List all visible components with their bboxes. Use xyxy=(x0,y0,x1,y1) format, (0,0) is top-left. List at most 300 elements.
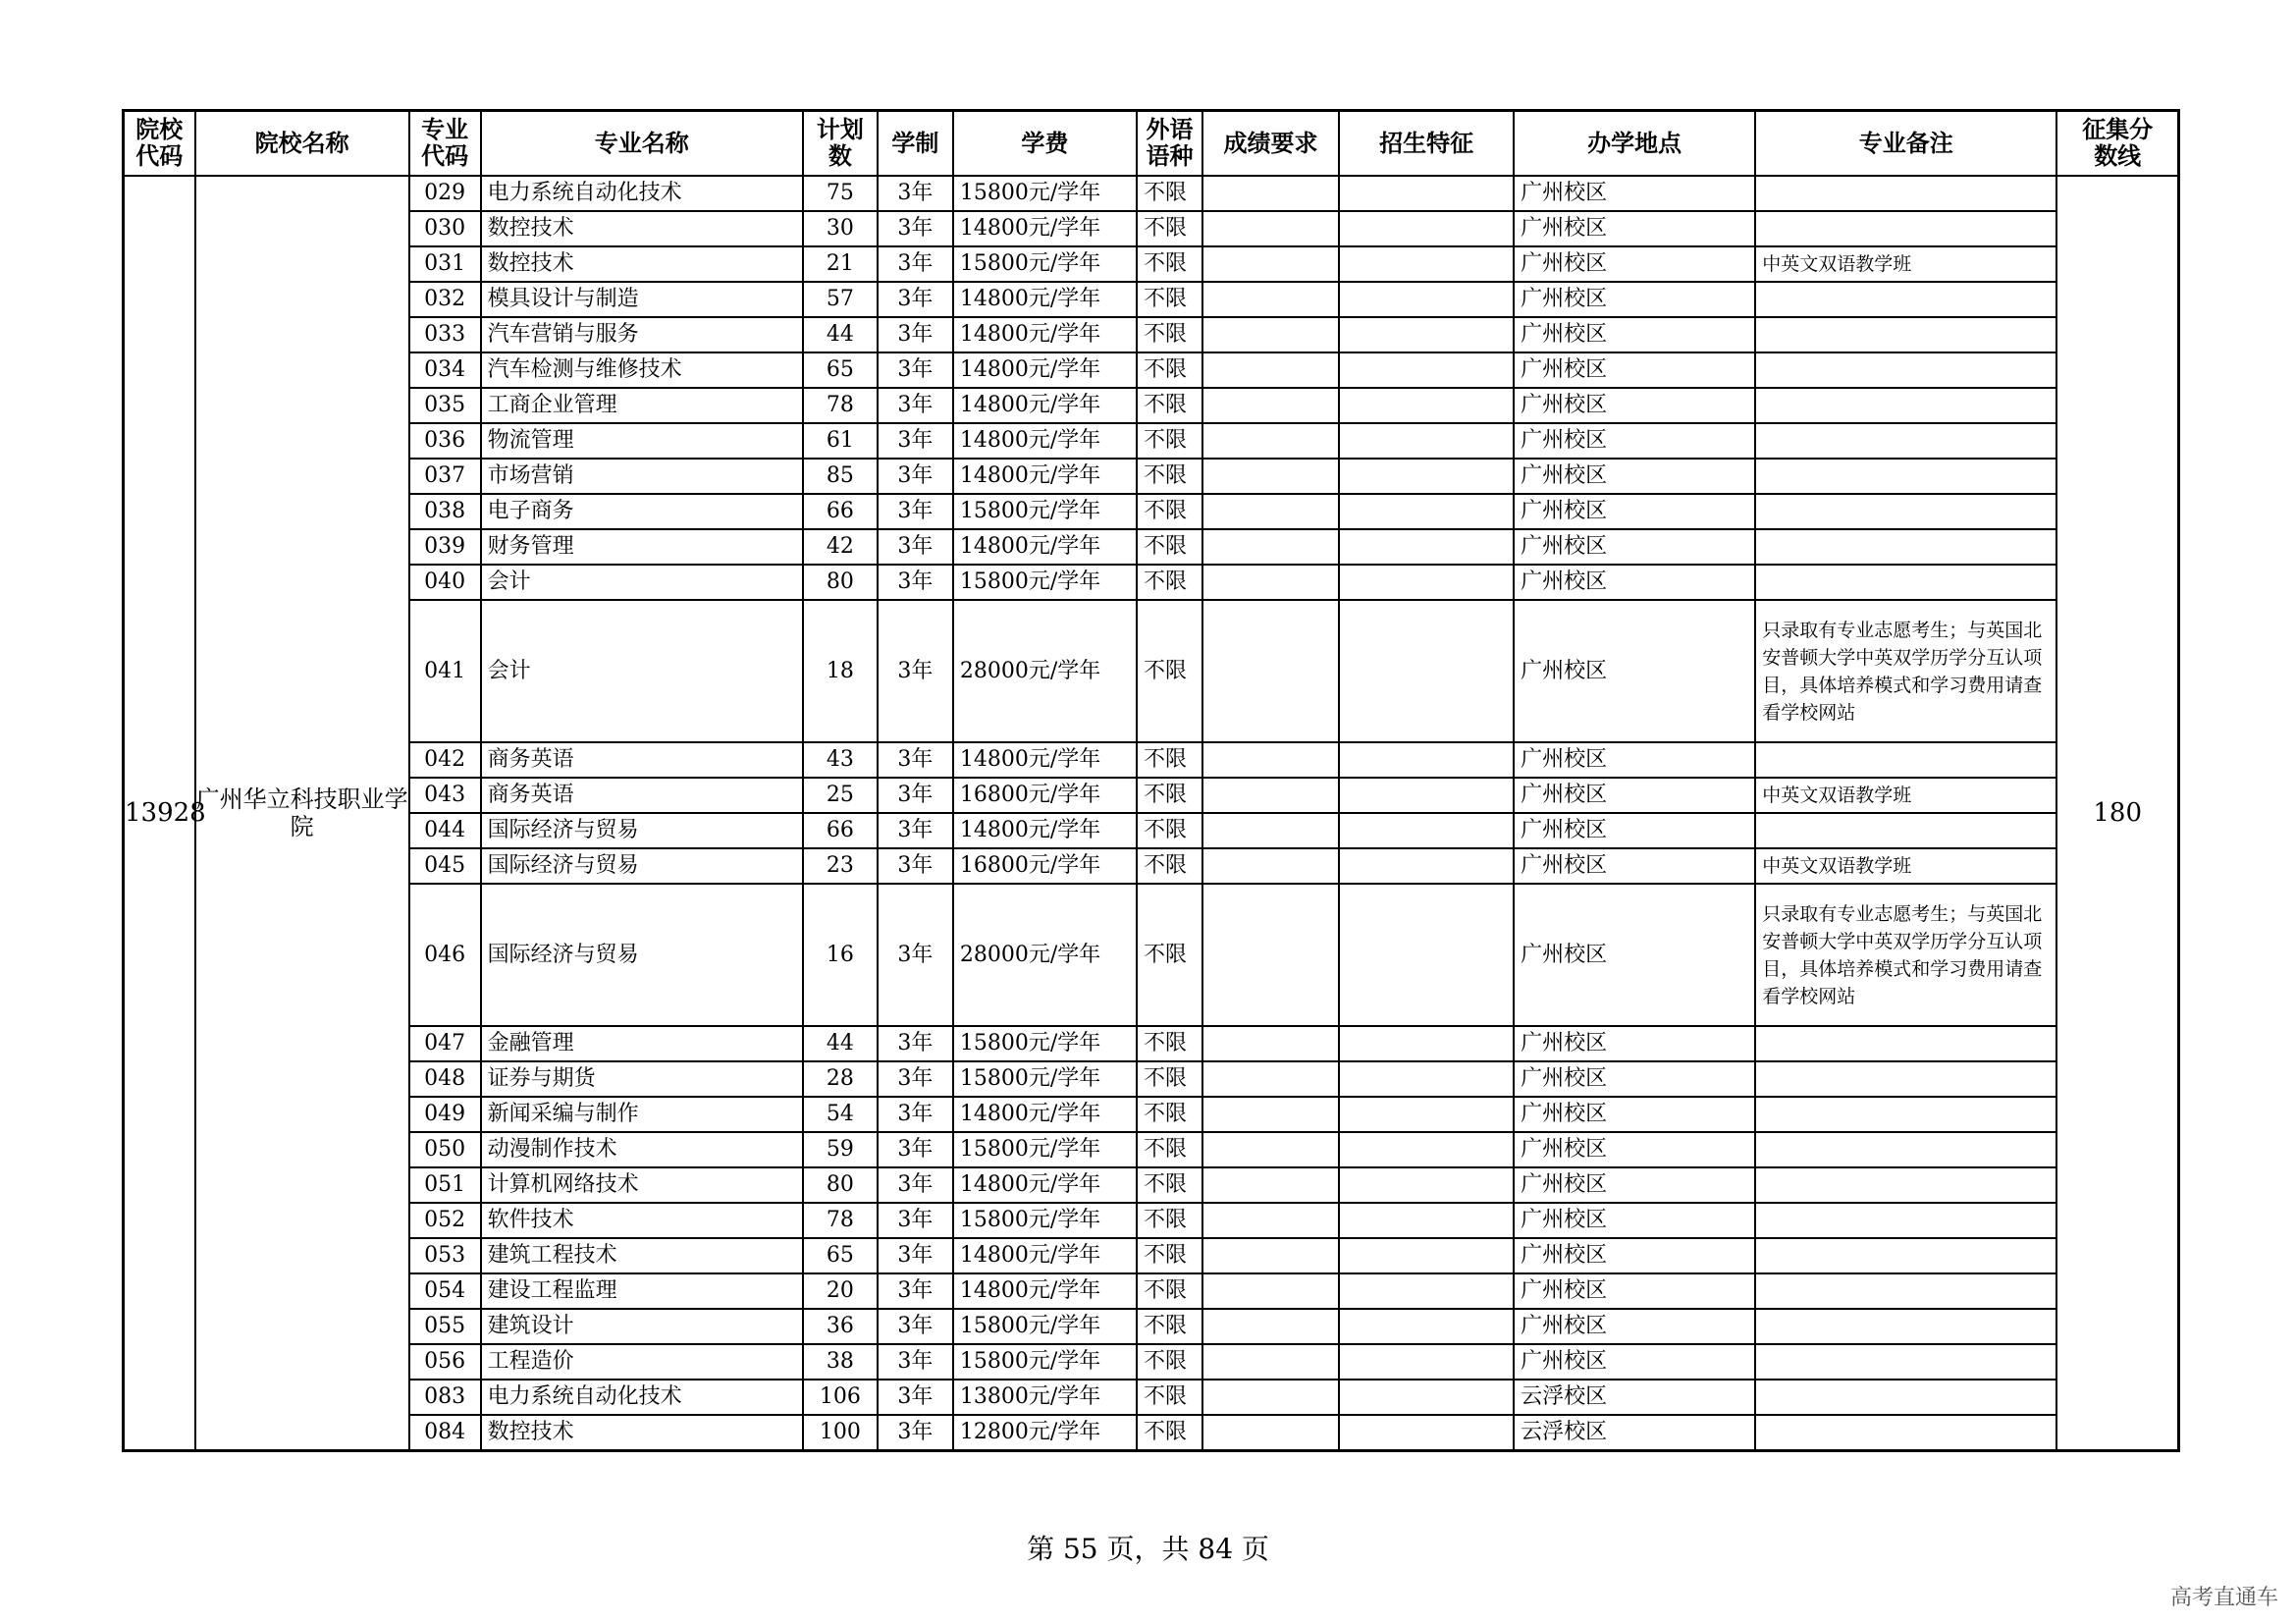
cell-tuition: 15800元/学年 xyxy=(953,1026,1137,1061)
cell-grade-req xyxy=(1202,1097,1339,1132)
cell-duration: 3年 xyxy=(878,1132,953,1167)
cell-remarks xyxy=(1755,1132,2056,1167)
cell-features xyxy=(1339,1097,1514,1132)
cell-remarks xyxy=(1755,1097,2056,1132)
cell-grade-req xyxy=(1202,176,1339,211)
cell-location: 广州校区 xyxy=(1514,1026,1755,1061)
cell-major-name: 会计 xyxy=(481,565,803,600)
cell-features xyxy=(1339,1415,1514,1451)
cell-major-name: 新闻采编与制作 xyxy=(481,1097,803,1132)
cell-duration: 3年 xyxy=(878,317,953,352)
cell-major-code: 029 xyxy=(409,176,481,211)
table-row xyxy=(124,423,2179,459)
cell-major-name: 市场营销 xyxy=(481,459,803,494)
cell-language: 不限 xyxy=(1137,742,1202,778)
table-row xyxy=(124,388,2179,423)
cell-grade-req xyxy=(1202,1132,1339,1167)
cell-major-name: 物流管理 xyxy=(481,423,803,459)
cell-remarks xyxy=(1755,1061,2056,1097)
cell-tuition: 15800元/学年 xyxy=(953,494,1137,529)
table-row xyxy=(124,600,2179,742)
cell-major-code: 054 xyxy=(409,1273,481,1309)
table-row xyxy=(124,1167,2179,1203)
cell-location: 广州校区 xyxy=(1514,388,1755,423)
cell-tuition: 14800元/学年 xyxy=(953,459,1137,494)
cell-duration: 3年 xyxy=(878,742,953,778)
cell-major-code: 044 xyxy=(409,813,481,848)
table-row xyxy=(124,1203,2179,1238)
cell-location: 广州校区 xyxy=(1514,1238,1755,1273)
cell-duration: 3年 xyxy=(878,352,953,388)
cell-features xyxy=(1339,1273,1514,1309)
table-row xyxy=(124,778,2179,813)
table-row xyxy=(124,565,2179,600)
header-duration: 学制 xyxy=(878,111,953,177)
cell-duration: 3年 xyxy=(878,1097,953,1132)
cell-features xyxy=(1339,529,1514,565)
table-row xyxy=(124,813,2179,848)
school-code: 13928 xyxy=(124,176,195,1451)
cell-tuition: 13800元/学年 xyxy=(953,1380,1137,1415)
cell-language: 不限 xyxy=(1137,884,1202,1026)
table-row xyxy=(124,494,2179,529)
cell-major-name: 数控技术 xyxy=(481,211,803,246)
header-location: 办学地点 xyxy=(1514,111,1755,177)
cell-grade-req xyxy=(1202,352,1339,388)
header-row xyxy=(124,111,2179,177)
cell-location: 广州校区 xyxy=(1514,352,1755,388)
cell-language: 不限 xyxy=(1137,423,1202,459)
cell-location: 广州校区 xyxy=(1514,211,1755,246)
cell-tuition: 14800元/学年 xyxy=(953,423,1137,459)
cell-major-name: 软件技术 xyxy=(481,1203,803,1238)
cell-duration: 3年 xyxy=(878,1203,953,1238)
cell-duration: 3年 xyxy=(878,529,953,565)
cell-features xyxy=(1339,1344,1514,1380)
table-row xyxy=(124,529,2179,565)
cell-features xyxy=(1339,1167,1514,1203)
cell-location: 广州校区 xyxy=(1514,246,1755,282)
cell-remarks: 中英文双语教学班 xyxy=(1755,778,2056,813)
cell-language: 不限 xyxy=(1137,1344,1202,1380)
cell-remarks: 只录取有专业志愿考生；与英国北安普顿大学中英双学历学分互认项目，具体培养模式和学习费用请查看学校网站 xyxy=(1755,600,2056,742)
cell-major-name: 建设工程监理 xyxy=(481,1273,803,1309)
cell-tuition: 15800元/学年 xyxy=(953,1309,1137,1344)
table-row xyxy=(124,317,2179,352)
header-plan: 计划数 xyxy=(803,111,878,177)
cell-grade-req xyxy=(1202,459,1339,494)
school-name: 广州华立科技职业学院 xyxy=(195,176,409,1451)
cell-major-name: 电力系统自动化技术 xyxy=(481,1380,803,1415)
cell-location: 广州校区 xyxy=(1514,742,1755,778)
cell-language: 不限 xyxy=(1137,565,1202,600)
cell-plan: 43 xyxy=(803,742,878,778)
cell-duration: 3年 xyxy=(878,813,953,848)
admissions-table xyxy=(122,109,2180,1452)
cell-remarks xyxy=(1755,388,2056,423)
cell-plan: 85 xyxy=(803,459,878,494)
cell-major-name: 金融管理 xyxy=(481,1026,803,1061)
cell-grade-req xyxy=(1202,529,1339,565)
cell-location: 广州校区 xyxy=(1514,529,1755,565)
cell-features xyxy=(1339,317,1514,352)
cell-tuition: 14800元/学年 xyxy=(953,1167,1137,1203)
header-features: 招生特征 xyxy=(1339,111,1514,177)
cell-duration: 3年 xyxy=(878,211,953,246)
cell-remarks xyxy=(1755,494,2056,529)
cell-remarks xyxy=(1755,1238,2056,1273)
cell-features xyxy=(1339,848,1514,884)
cell-tuition: 14800元/学年 xyxy=(953,211,1137,246)
cell-features xyxy=(1339,742,1514,778)
cell-major-code: 040 xyxy=(409,565,481,600)
cell-duration: 3年 xyxy=(878,1061,953,1097)
table-row xyxy=(124,246,2179,282)
cell-language: 不限 xyxy=(1137,1415,1202,1451)
cell-major-code: 042 xyxy=(409,742,481,778)
cell-language: 不限 xyxy=(1137,1203,1202,1238)
table-body xyxy=(124,176,2179,1451)
cell-location: 广州校区 xyxy=(1514,1061,1755,1097)
cell-duration: 3年 xyxy=(878,1309,953,1344)
cell-plan: 16 xyxy=(803,884,878,1026)
cell-grade-req xyxy=(1202,1309,1339,1344)
cell-major-name: 建筑工程技术 xyxy=(481,1238,803,1273)
cell-features xyxy=(1339,176,1514,211)
cell-features xyxy=(1339,1203,1514,1238)
cell-tuition: 14800元/学年 xyxy=(953,1273,1137,1309)
cell-tuition: 14800元/学年 xyxy=(953,352,1137,388)
cell-major-name: 电子商务 xyxy=(481,494,803,529)
cell-duration: 3年 xyxy=(878,1238,953,1273)
cell-tuition: 15800元/学年 xyxy=(953,1061,1137,1097)
table-row xyxy=(124,1238,2179,1273)
cell-features xyxy=(1339,1061,1514,1097)
cell-major-name: 工商企业管理 xyxy=(481,388,803,423)
cell-major-code: 039 xyxy=(409,529,481,565)
header-school-name: 院校名称 xyxy=(195,111,409,177)
cell-remarks xyxy=(1755,1415,2056,1451)
cell-location: 广州校区 xyxy=(1514,1097,1755,1132)
cell-features xyxy=(1339,1026,1514,1061)
cell-major-name: 动漫制作技术 xyxy=(481,1132,803,1167)
cell-tuition: 14800元/学年 xyxy=(953,742,1137,778)
cell-plan: 30 xyxy=(803,211,878,246)
cell-tuition: 15800元/学年 xyxy=(953,246,1137,282)
cell-remarks xyxy=(1755,1273,2056,1309)
cell-plan: 20 xyxy=(803,1273,878,1309)
cell-location: 广州校区 xyxy=(1514,282,1755,317)
cell-major-code: 053 xyxy=(409,1238,481,1273)
cell-features xyxy=(1339,282,1514,317)
cell-grade-req xyxy=(1202,423,1339,459)
cell-major-code: 050 xyxy=(409,1132,481,1167)
cell-features xyxy=(1339,423,1514,459)
cell-location: 广州校区 xyxy=(1514,494,1755,529)
cell-tuition: 16800元/学年 xyxy=(953,778,1137,813)
cell-features xyxy=(1339,1309,1514,1344)
table-row xyxy=(124,848,2179,884)
cell-plan: 106 xyxy=(803,1380,878,1415)
cell-major-code: 047 xyxy=(409,1026,481,1061)
cell-tuition: 15800元/学年 xyxy=(953,1344,1137,1380)
cell-language: 不限 xyxy=(1137,778,1202,813)
cell-tuition: 14800元/学年 xyxy=(953,1097,1137,1132)
header-major-name: 专业名称 xyxy=(481,111,803,177)
cell-language: 不限 xyxy=(1137,317,1202,352)
cell-grade-req xyxy=(1202,1026,1339,1061)
cell-features xyxy=(1339,1380,1514,1415)
cell-features xyxy=(1339,600,1514,742)
cell-remarks xyxy=(1755,459,2056,494)
cell-major-code: 056 xyxy=(409,1344,481,1380)
cell-duration: 3年 xyxy=(878,848,953,884)
cell-features xyxy=(1339,246,1514,282)
cell-features xyxy=(1339,494,1514,529)
cell-plan: 66 xyxy=(803,494,878,529)
cell-major-code: 038 xyxy=(409,494,481,529)
cell-major-code: 030 xyxy=(409,211,481,246)
table-row xyxy=(124,884,2179,1026)
cell-plan: 54 xyxy=(803,1097,878,1132)
table-row xyxy=(124,211,2179,246)
table-row xyxy=(124,1061,2179,1097)
cell-tuition: 15800元/学年 xyxy=(953,1203,1137,1238)
header-language: 外语语种 xyxy=(1137,111,1202,177)
cell-plan: 78 xyxy=(803,388,878,423)
cell-tuition: 14800元/学年 xyxy=(953,1238,1137,1273)
cell-duration: 3年 xyxy=(878,1380,953,1415)
cell-location: 广州校区 xyxy=(1514,1203,1755,1238)
cell-language: 不限 xyxy=(1137,211,1202,246)
cell-grade-req xyxy=(1202,1273,1339,1309)
cell-tuition: 28000元/学年 xyxy=(953,884,1137,1026)
cell-major-name: 国际经济与贸易 xyxy=(481,848,803,884)
cell-tuition: 14800元/学年 xyxy=(953,282,1137,317)
cell-remarks xyxy=(1755,1026,2056,1061)
table-row xyxy=(124,1132,2179,1167)
cell-features xyxy=(1339,813,1514,848)
cell-features xyxy=(1339,884,1514,1026)
cell-duration: 3年 xyxy=(878,176,953,211)
cell-duration: 3年 xyxy=(878,1273,953,1309)
cell-plan: 21 xyxy=(803,246,878,282)
cell-duration: 3年 xyxy=(878,565,953,600)
cell-location: 广州校区 xyxy=(1514,884,1755,1026)
cell-major-code: 049 xyxy=(409,1097,481,1132)
cell-features xyxy=(1339,565,1514,600)
cell-language: 不限 xyxy=(1137,459,1202,494)
cell-duration: 3年 xyxy=(878,884,953,1026)
cell-language: 不限 xyxy=(1137,1238,1202,1273)
cell-major-code: 035 xyxy=(409,388,481,423)
cell-plan: 25 xyxy=(803,778,878,813)
cell-language: 不限 xyxy=(1137,1167,1202,1203)
cell-remarks xyxy=(1755,1203,2056,1238)
cell-plan: 44 xyxy=(803,317,878,352)
cell-location: 云浮校区 xyxy=(1514,1380,1755,1415)
cell-tuition: 16800元/学年 xyxy=(953,848,1137,884)
cell-tuition: 14800元/学年 xyxy=(953,529,1137,565)
cell-location: 广州校区 xyxy=(1514,778,1755,813)
cell-tuition: 15800元/学年 xyxy=(953,565,1137,600)
table-row xyxy=(124,1097,2179,1132)
cell-plan: 38 xyxy=(803,1344,878,1380)
cell-grade-req xyxy=(1202,1203,1339,1238)
cell-language: 不限 xyxy=(1137,1061,1202,1097)
cell-grade-req xyxy=(1202,1238,1339,1273)
cell-language: 不限 xyxy=(1137,1132,1202,1167)
cell-language: 不限 xyxy=(1137,1380,1202,1415)
cell-major-name: 国际经济与贸易 xyxy=(481,813,803,848)
cell-location: 广州校区 xyxy=(1514,848,1755,884)
cell-duration: 3年 xyxy=(878,1026,953,1061)
cell-location: 广州校区 xyxy=(1514,317,1755,352)
cell-major-name: 商务英语 xyxy=(481,778,803,813)
cell-major-name: 电力系统自动化技术 xyxy=(481,176,803,211)
cell-duration: 3年 xyxy=(878,494,953,529)
cell-remarks: 中英文双语教学班 xyxy=(1755,246,2056,282)
header-tuition: 学费 xyxy=(953,111,1137,177)
cell-plan: 65 xyxy=(803,352,878,388)
cell-grade-req xyxy=(1202,282,1339,317)
cell-grade-req xyxy=(1202,1061,1339,1097)
cell-tuition: 15800元/学年 xyxy=(953,1132,1137,1167)
cell-major-code: 032 xyxy=(409,282,481,317)
cell-plan: 61 xyxy=(803,423,878,459)
cell-language: 不限 xyxy=(1137,352,1202,388)
cell-features xyxy=(1339,778,1514,813)
cell-duration: 3年 xyxy=(878,423,953,459)
cell-major-code: 051 xyxy=(409,1167,481,1203)
table-row xyxy=(124,742,2179,778)
cell-grade-req xyxy=(1202,317,1339,352)
cell-major-name: 数控技术 xyxy=(481,246,803,282)
cell-location: 广州校区 xyxy=(1514,1273,1755,1309)
cell-remarks xyxy=(1755,352,2056,388)
cell-language: 不限 xyxy=(1137,813,1202,848)
cell-major-name: 计算机网络技术 xyxy=(481,1167,803,1203)
cell-language: 不限 xyxy=(1137,848,1202,884)
cell-remarks xyxy=(1755,176,2056,211)
cell-grade-req xyxy=(1202,1415,1339,1451)
table-row xyxy=(124,1026,2179,1061)
cell-tuition: 14800元/学年 xyxy=(953,813,1137,848)
cell-major-code: 045 xyxy=(409,848,481,884)
cell-duration: 3年 xyxy=(878,459,953,494)
cell-remarks xyxy=(1755,282,2056,317)
cell-major-name: 模具设计与制造 xyxy=(481,282,803,317)
cell-grade-req xyxy=(1202,1167,1339,1203)
cell-grade-req xyxy=(1202,742,1339,778)
cell-major-code: 041 xyxy=(409,600,481,742)
table-row xyxy=(124,282,2179,317)
cell-features xyxy=(1339,211,1514,246)
cell-plan: 18 xyxy=(803,600,878,742)
cell-duration: 3年 xyxy=(878,778,953,813)
header-remarks: 专业备注 xyxy=(1755,111,2056,177)
cell-major-code: 043 xyxy=(409,778,481,813)
cell-remarks xyxy=(1755,423,2056,459)
cell-remarks: 只录取有专业志愿考生；与英国北安普顿大学中英双学历学分互认项目，具体培养模式和学习费用请查看学校网站 xyxy=(1755,884,2056,1026)
cell-major-code: 052 xyxy=(409,1203,481,1238)
cell-tuition: 15800元/学年 xyxy=(953,176,1137,211)
cell-language: 不限 xyxy=(1137,388,1202,423)
cell-remarks xyxy=(1755,1309,2056,1344)
cell-language: 不限 xyxy=(1137,246,1202,282)
cell-tuition: 14800元/学年 xyxy=(953,388,1137,423)
cell-major-name: 汽车营销与服务 xyxy=(481,317,803,352)
cell-plan: 80 xyxy=(803,1167,878,1203)
cell-remarks xyxy=(1755,742,2056,778)
header-major-code: 专业代码 xyxy=(409,111,481,177)
cell-remarks xyxy=(1755,1167,2056,1203)
cell-features xyxy=(1339,1132,1514,1167)
cell-plan: 36 xyxy=(803,1309,878,1344)
cell-duration: 3年 xyxy=(878,246,953,282)
cell-remarks xyxy=(1755,1380,2056,1415)
cell-language: 不限 xyxy=(1137,176,1202,211)
cell-language: 不限 xyxy=(1137,600,1202,742)
cell-plan: 78 xyxy=(803,1203,878,1238)
cell-plan: 100 xyxy=(803,1415,878,1451)
table-row xyxy=(124,1415,2179,1451)
cell-tuition: 12800元/学年 xyxy=(953,1415,1137,1451)
cell-location: 广州校区 xyxy=(1514,1167,1755,1203)
cell-language: 不限 xyxy=(1137,1097,1202,1132)
header-grade-req: 成绩要求 xyxy=(1202,111,1339,177)
cell-major-code: 033 xyxy=(409,317,481,352)
cell-plan: 42 xyxy=(803,529,878,565)
cell-major-name: 汽车检测与维修技术 xyxy=(481,352,803,388)
cell-major-code: 036 xyxy=(409,423,481,459)
cell-grade-req xyxy=(1202,494,1339,529)
watermark: 高考直通车 xyxy=(2169,1586,2278,1610)
cell-language: 不限 xyxy=(1137,1026,1202,1061)
cell-location: 广州校区 xyxy=(1514,565,1755,600)
table-row xyxy=(124,1309,2179,1344)
cell-grade-req xyxy=(1202,1344,1339,1380)
cell-duration: 3年 xyxy=(878,1415,953,1451)
cell-major-name: 数控技术 xyxy=(481,1415,803,1451)
cell-plan: 75 xyxy=(803,176,878,211)
cell-major-code: 055 xyxy=(409,1309,481,1344)
cell-plan: 66 xyxy=(803,813,878,848)
cell-duration: 3年 xyxy=(878,1167,953,1203)
cell-remarks xyxy=(1755,211,2056,246)
cell-major-code: 048 xyxy=(409,1061,481,1097)
cell-grade-req xyxy=(1202,388,1339,423)
table-row xyxy=(124,176,2179,211)
header-school-code: 院校代码 xyxy=(124,111,195,177)
cell-plan: 28 xyxy=(803,1061,878,1097)
cell-plan: 80 xyxy=(803,565,878,600)
cell-plan: 44 xyxy=(803,1026,878,1061)
cell-major-code: 083 xyxy=(409,1380,481,1415)
cell-location: 广州校区 xyxy=(1514,600,1755,742)
cell-grade-req xyxy=(1202,848,1339,884)
cell-features xyxy=(1339,459,1514,494)
cell-features xyxy=(1339,388,1514,423)
cell-location: 广州校区 xyxy=(1514,176,1755,211)
cell-language: 不限 xyxy=(1137,529,1202,565)
cell-major-code: 031 xyxy=(409,246,481,282)
cell-duration: 3年 xyxy=(878,1344,953,1380)
cell-language: 不限 xyxy=(1137,494,1202,529)
cell-grade-req xyxy=(1202,884,1339,1026)
cell-major-name: 会计 xyxy=(481,600,803,742)
cell-remarks: 中英文双语教学班 xyxy=(1755,848,2056,884)
